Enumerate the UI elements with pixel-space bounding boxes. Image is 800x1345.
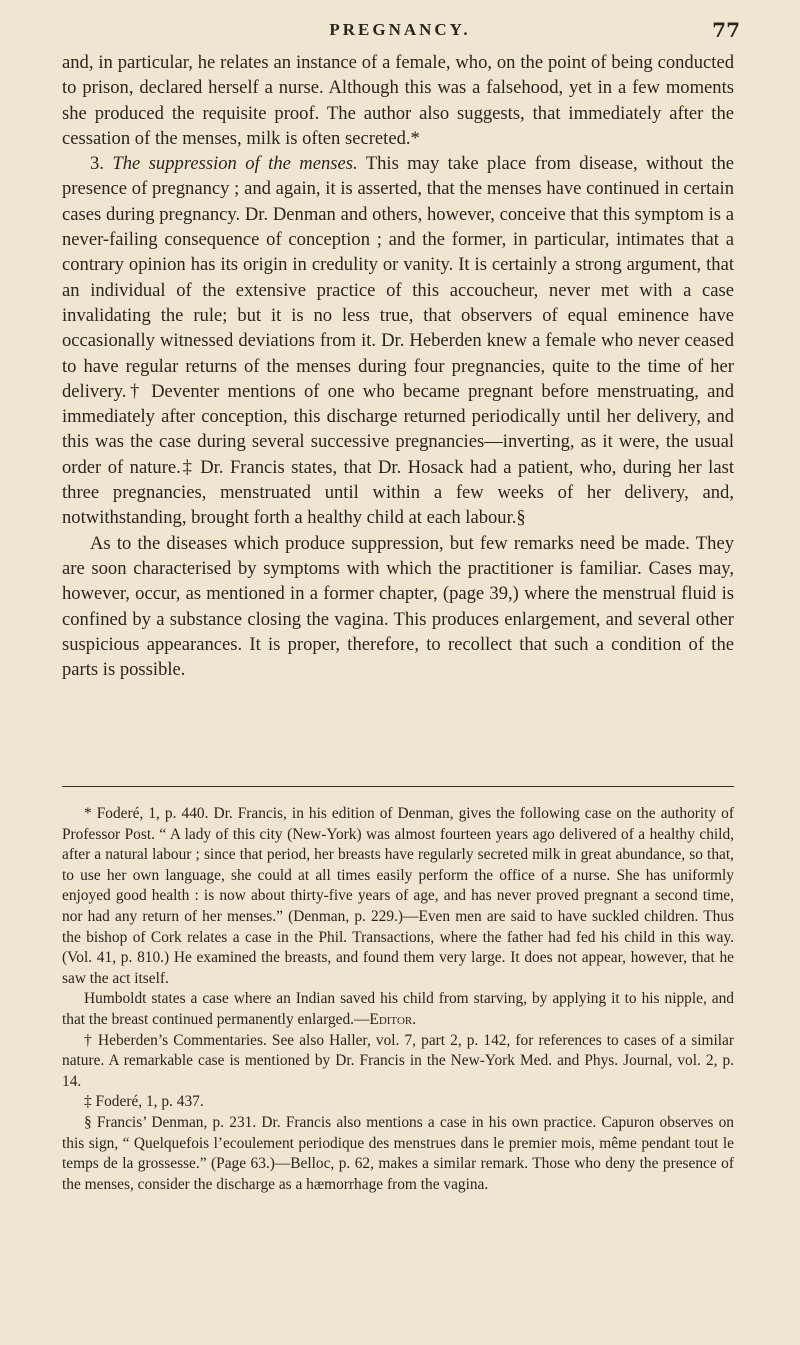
body-text <box>62 50 734 682</box>
footnote-1-continued-text: Humboldt states a case where an Indian saved his child from starving, by applying it to his nipple, and that the breast continued permanently enlarged.— <box>62 990 734 1028</box>
editor-signature: Editor. <box>369 1010 417 1028</box>
page-header <box>60 18 740 44</box>
footnotes <box>62 804 734 1195</box>
paragraph-2-text: This may take place from disease, without the presence of pregnancy ; and again, it is asserted, that the menses have continued in certain cases during pregnancy. Dr. Denman and others, however, conceive that this symptom is a never-failing consequence of conception ; and the former, in particular, intimates that a contrary opinion has its origin in credulity or vanity. It is certainly a strong argument, that an individual of the extensive practice of this accoucheur, never met with a case invalidating the rule; but it is no less true, that observers of equal eminence have occasionally witnessed deviations from it. Dr. Heberden knew a female who never ceased to have regular returns of the menses during four pregnancies, quite to the time of her delivery.† Deventer mentions of one who became pregnant before menstruating, and immediately after conception, this discharge returned periodically until her delivery, and this was the case during several successive pregnancies—inverting, as it were, the usual order of nature.‡ Dr. Francis states, that Dr. Hosack had a patient, who, during her last three pregnancies, menstruated until within a few weeks of her delivery, and, notwithstanding, brought forth a healthy child at each labour.§ <box>62 153 734 529</box>
paragraph-2 <box>62 151 734 530</box>
paragraph-1: and, in particular, he relates an instance of a female, who, on the point of being conducted to prison, declared herself a nurse. Although this was a falsehood, yet in a few moments she produced the requisite proof. The author also suggests, that immediately after the cessation of the menses, milk is often secreted.* <box>62 52 734 149</box>
section-number: 3. <box>90 153 113 175</box>
footnote-3: ‡ Foderé, 1, p. 437. <box>84 1093 204 1111</box>
running-head: PREGNANCY. <box>329 20 471 39</box>
paragraph-3: As to the diseases which produce suppression, but few remarks need be made. They are soon characterised by symptoms with which the practitioner is familiar. Cases may, however, occur, as mentioned in a former chapter, (page 39,) where the menstrual fluid is confined by a substance closing the vagina. This produces enlargement, and several other suspicious appearances. It is proper, therefore, to recollect that such a condition of the parts is possible. <box>62 532 734 681</box>
footnote-1: * Foderé, 1, p. 440. Dr. Francis, in his edition of Denman, gives the following case on the authority of Professor Post. “ A lady of this city (New-York) was almost fourteen years ago delivered of a healthy child, after a natural labour ; since that period, her breasts have regularly secreted milk in great abundance, so that, to use her own language, she could at all times easily perform the office of a nurse. She has uniformly enjoyed good health : is now about thirty-five years of age, and has never proved pregnant a second time, nor had any return of her menses.” (Denman, p. 229.)—Even men are said to have suckled children. Thus the bishop of Cork relates a case in the Phil. Transactions, where the father had fed his child in this way. (Vol. 41, p. 810.) He examined the breasts, and found them very large. It does not appear, however, that he saw the act itself. <box>62 805 734 987</box>
page-number: 77 <box>712 18 740 42</box>
footnote-4: § Francis’ Denman, p. 231. Dr. Francis also mentions a case in his own practice. Capuron observes on this sign, “ Quelquefois l’ecoulement periodique des menstrues dans le premier mois, même pendant tout le temps de la grossesse.” (Page 63.)—Belloc, p. 62, makes a similar remark. Those who deny the presence of the menses, consider the discharge as a hæmorrhage from the vagina. <box>62 1113 734 1193</box>
footnote-1-continued <box>62 989 734 1030</box>
section-title: The suppression of the menses. <box>112 153 358 175</box>
footnote-2: † Heberden’s Commentaries. See also Haller, vol. 7, part 2, p. 142, for references to cases of a similar nature. A remarkable case is mentioned by Dr. Francis in the New-York Med. and Phys. Journal, vol. 2, p. 14. <box>62 1031 734 1090</box>
footnote-divider <box>62 786 734 787</box>
